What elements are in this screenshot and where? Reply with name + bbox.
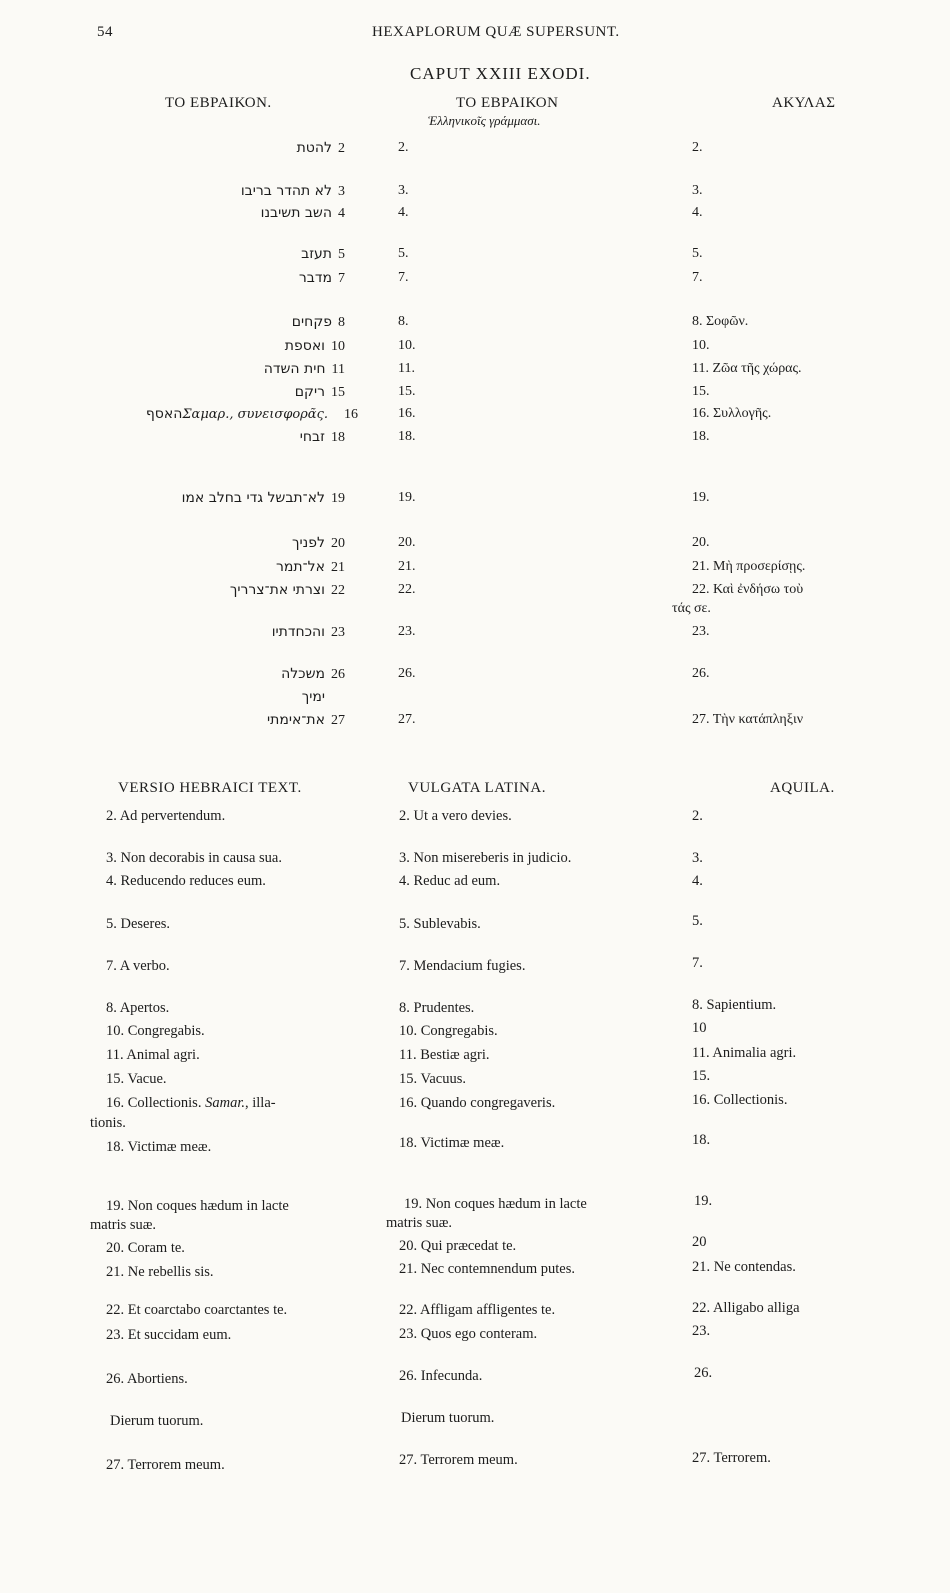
vulgate-row: Dierum tuorum.	[401, 1410, 495, 1426]
header-vulgate: VULGATA LATINA.	[408, 780, 546, 796]
aquila-greek-row: 26.	[692, 666, 710, 681]
aquila-greek-row: 7.	[692, 270, 703, 285]
aquila-greek-row: 22. Καὶ ἐνδήσω τοὺ	[692, 582, 804, 597]
vulgate-row: 27. Terrorem meum.	[399, 1452, 518, 1468]
translit-row: 22.	[398, 582, 416, 597]
versio-row: 19. Non coques hædum in lacte	[106, 1198, 289, 1214]
translit-row: 16.	[398, 406, 416, 421]
versio-row: 26. Abortiens.	[106, 1371, 188, 1387]
versio-row: 10. Congregabis.	[106, 1023, 205, 1039]
versio-row: 5. Deseres.	[106, 916, 171, 932]
vulgate-row: 15. Vacuus.	[399, 1071, 466, 1087]
translit-row: 23.	[398, 624, 416, 639]
versio-row: 23. Et succidam eum.	[106, 1327, 232, 1343]
hebrew-row: 3לא תהדר בריבו	[240, 183, 345, 199]
hebrew-row: 23והכחדתיו	[271, 624, 345, 640]
vulgate-row: matris suæ.	[386, 1215, 453, 1231]
chapter-title: CAPUT XXIII EXODI.	[410, 64, 591, 83]
header-versio: VERSIO HEBRAICI TEXT.	[118, 780, 302, 796]
aquila-greek-row: 10.	[692, 338, 710, 353]
aquila-latin-row: 20	[692, 1234, 707, 1250]
versio-row: 20. Coram te.	[106, 1240, 185, 1256]
hebrew-row: 26משכלה	[281, 666, 345, 682]
running-title: HEXAPLORUM QUÆ SUPERSUNT.	[372, 24, 620, 40]
aquila-greek-row: 3.	[692, 183, 703, 198]
aquila-latin-row: 7.	[692, 955, 703, 971]
aquila-latin-row: 15.	[692, 1068, 711, 1084]
aquila-greek-row: 27. Τὴν κατάπληξιν	[692, 712, 804, 727]
aquila-greek-row: 21. Μὴ προσερίσῃς.	[692, 559, 806, 574]
vulgate-row: 22. Affligam affligentes te.	[399, 1302, 556, 1318]
aquila-greek-row: 20.	[692, 535, 710, 550]
versio-row: 22. Et coarctabo coarctantes te.	[106, 1302, 288, 1318]
vulgate-row: 11. Bestiæ agri.	[399, 1047, 490, 1063]
hebrew-row: 18זבחי	[299, 429, 345, 445]
vulgate-row: 2. Ut a vero devies.	[399, 808, 512, 824]
header-translit: ΤΟ ΕΒΡΑΙΚΟΝ	[456, 95, 559, 111]
aquila-greek-row: 11. Ζῶα τῆς χώρας.	[692, 361, 802, 376]
versio-row: 2. Ad pervertendum.	[106, 808, 226, 824]
vulgate-row: 10. Congregabis.	[399, 1023, 498, 1039]
aquila-greek-row: 18.	[692, 429, 710, 444]
translit-row: 27.	[398, 712, 416, 727]
versio-row: 11. Animal agri.	[106, 1047, 200, 1063]
hebrew-row: 5תעזב	[301, 246, 345, 262]
translit-row: 8.	[398, 314, 409, 329]
aquila-latin-row: 27. Terrorem.	[692, 1450, 771, 1466]
vulgate-row: 23. Quos ego conteram.	[399, 1326, 538, 1342]
aquila-latin-row: 16. Collectionis.	[692, 1092, 788, 1108]
aquila-latin-row: 10	[692, 1020, 707, 1036]
aquila-latin-row: 23.	[692, 1323, 711, 1339]
aquila-latin-row: 26.	[694, 1365, 713, 1381]
vulgate-row: 8. Prudentes.	[399, 1000, 475, 1016]
versio-row: 8. Apertos.	[106, 1000, 170, 1016]
translit-row: 3.	[398, 183, 409, 198]
aquila-greek-row: 19.	[692, 490, 710, 505]
translit-row: 7.	[398, 270, 409, 285]
aquila-latin-row: 21. Ne contendas.	[692, 1259, 796, 1275]
hebrew-row: 4השב תשיבנו	[260, 205, 345, 221]
aquila-greek-row: 5.	[692, 246, 703, 261]
header-aquila-latin: AQUILA.	[770, 780, 835, 796]
versio-row: 27. Terrorem meum.	[106, 1457, 225, 1473]
translit-row: 4.	[398, 205, 409, 220]
aquila-latin-row: 8. Sapientium.	[692, 997, 777, 1013]
aquila-latin-row: 2.	[692, 808, 703, 824]
hebrew-row: 8פקחים	[291, 314, 345, 330]
versio-row: 21. Ne rebellis sis.	[106, 1264, 214, 1280]
translit-row: 21.	[398, 559, 416, 574]
page-number: 54	[97, 24, 113, 40]
aquila-latin-row: 3.	[692, 850, 703, 866]
hebrew-row: 7מדבר	[298, 270, 345, 286]
vulgate-row: 18. Victimæ meæ.	[399, 1135, 505, 1151]
aquila-greek-row: 4.	[692, 205, 703, 220]
versio-row: 16. Collectionis. Samar., illa-	[106, 1095, 276, 1111]
hebrew-row: 19לא־תבשל גדי בחלב אמו	[181, 490, 345, 506]
hebrew-row: Σαμαρ., συνεισφορᾶς. 16האסף	[145, 406, 358, 422]
hebrew-row: 2להטת	[296, 140, 345, 156]
vulgate-row: 20. Qui præcedat te.	[399, 1238, 517, 1254]
translit-row: 2.	[398, 140, 409, 155]
aquila-latin-row: 5.	[692, 913, 703, 929]
vulgate-row: 21. Nec contemnendum putes.	[399, 1261, 575, 1277]
aquila-greek-row: 8. Σοφῶν.	[692, 314, 749, 329]
hebrew-row: 27את־אימתי	[267, 712, 345, 728]
versio-row: 15. Vacue.	[106, 1071, 167, 1087]
hebrew-row: 15ריקם	[294, 384, 345, 400]
aquila-greek-row: τάς σε.	[672, 601, 711, 616]
translit-row: 10.	[398, 338, 416, 353]
translit-row: 11.	[398, 361, 415, 376]
hebrew-row: 22וצרתי את־צרריך	[229, 582, 345, 598]
aquila-greek-row: 15.	[692, 384, 710, 399]
versio-row: 7. A verbo.	[106, 958, 170, 974]
translit-row: 15.	[398, 384, 416, 399]
aquila-greek-row: 23.	[692, 624, 710, 639]
vulgate-row: 5. Sublevabis.	[399, 916, 481, 932]
translit-row: 18.	[398, 429, 416, 444]
vulgate-row: 7. Mendacium fugies.	[399, 958, 526, 974]
aquila-latin-row: 22. Alligabo alliga	[692, 1300, 800, 1316]
vulgate-row: 16. Quando congregaveris.	[399, 1095, 556, 1111]
vulgate-row: 26. Infecunda.	[399, 1368, 483, 1384]
header-aquila-greek: ΑΚΥΛΑΣ	[772, 95, 836, 111]
aquila-latin-row: 19.	[694, 1193, 713, 1209]
translit-row: 26.	[398, 666, 416, 681]
samaritan-note: Σαμαρ., συνεισφορᾶς.	[182, 407, 328, 422]
vulgate-row: 19. Non coques hædum in lacte	[404, 1196, 587, 1212]
aquila-latin-row: 11. Animalia agri.	[692, 1045, 797, 1061]
hebrew-row: 11חית השדה	[263, 361, 345, 377]
aquila-greek-row: 2.	[692, 140, 703, 155]
translit-row: 20.	[398, 535, 416, 550]
aquila-latin-row: 4.	[692, 873, 703, 889]
versio-row: matris suæ.	[90, 1217, 157, 1233]
hebrew-row: ימיך	[301, 689, 325, 705]
aquila-latin-row: 18.	[692, 1132, 711, 1148]
versio-row: tionis.	[90, 1115, 126, 1131]
header-hebrew: ΤΟ ΕΒΡΑΙΚΟΝ.	[165, 95, 272, 111]
translit-row: 5.	[398, 246, 409, 261]
versio-row: 4. Reducendo reduces eum.	[106, 873, 266, 889]
hebrew-row: 21אל־תמר	[276, 559, 345, 575]
versio-row: Dierum tuorum.	[110, 1413, 204, 1429]
aquila-greek-row: 16. Συλλογῆς.	[692, 406, 772, 421]
versio-row: 3. Non decorabis in causa sua.	[106, 850, 282, 866]
vulgate-row: 3. Non misereberis in judicio.	[399, 850, 572, 866]
hebrew-row: 20לפניך	[292, 535, 345, 551]
vulgate-row: 4. Reduc ad eum.	[399, 873, 501, 889]
hebrew-row: 10ואספת	[284, 338, 345, 354]
versio-row: 18. Victimæ meæ.	[106, 1139, 212, 1155]
header-translit-sub: Ἑλληνικοῖς γράμμασι.	[428, 113, 541, 128]
translit-row: 19.	[398, 490, 416, 505]
